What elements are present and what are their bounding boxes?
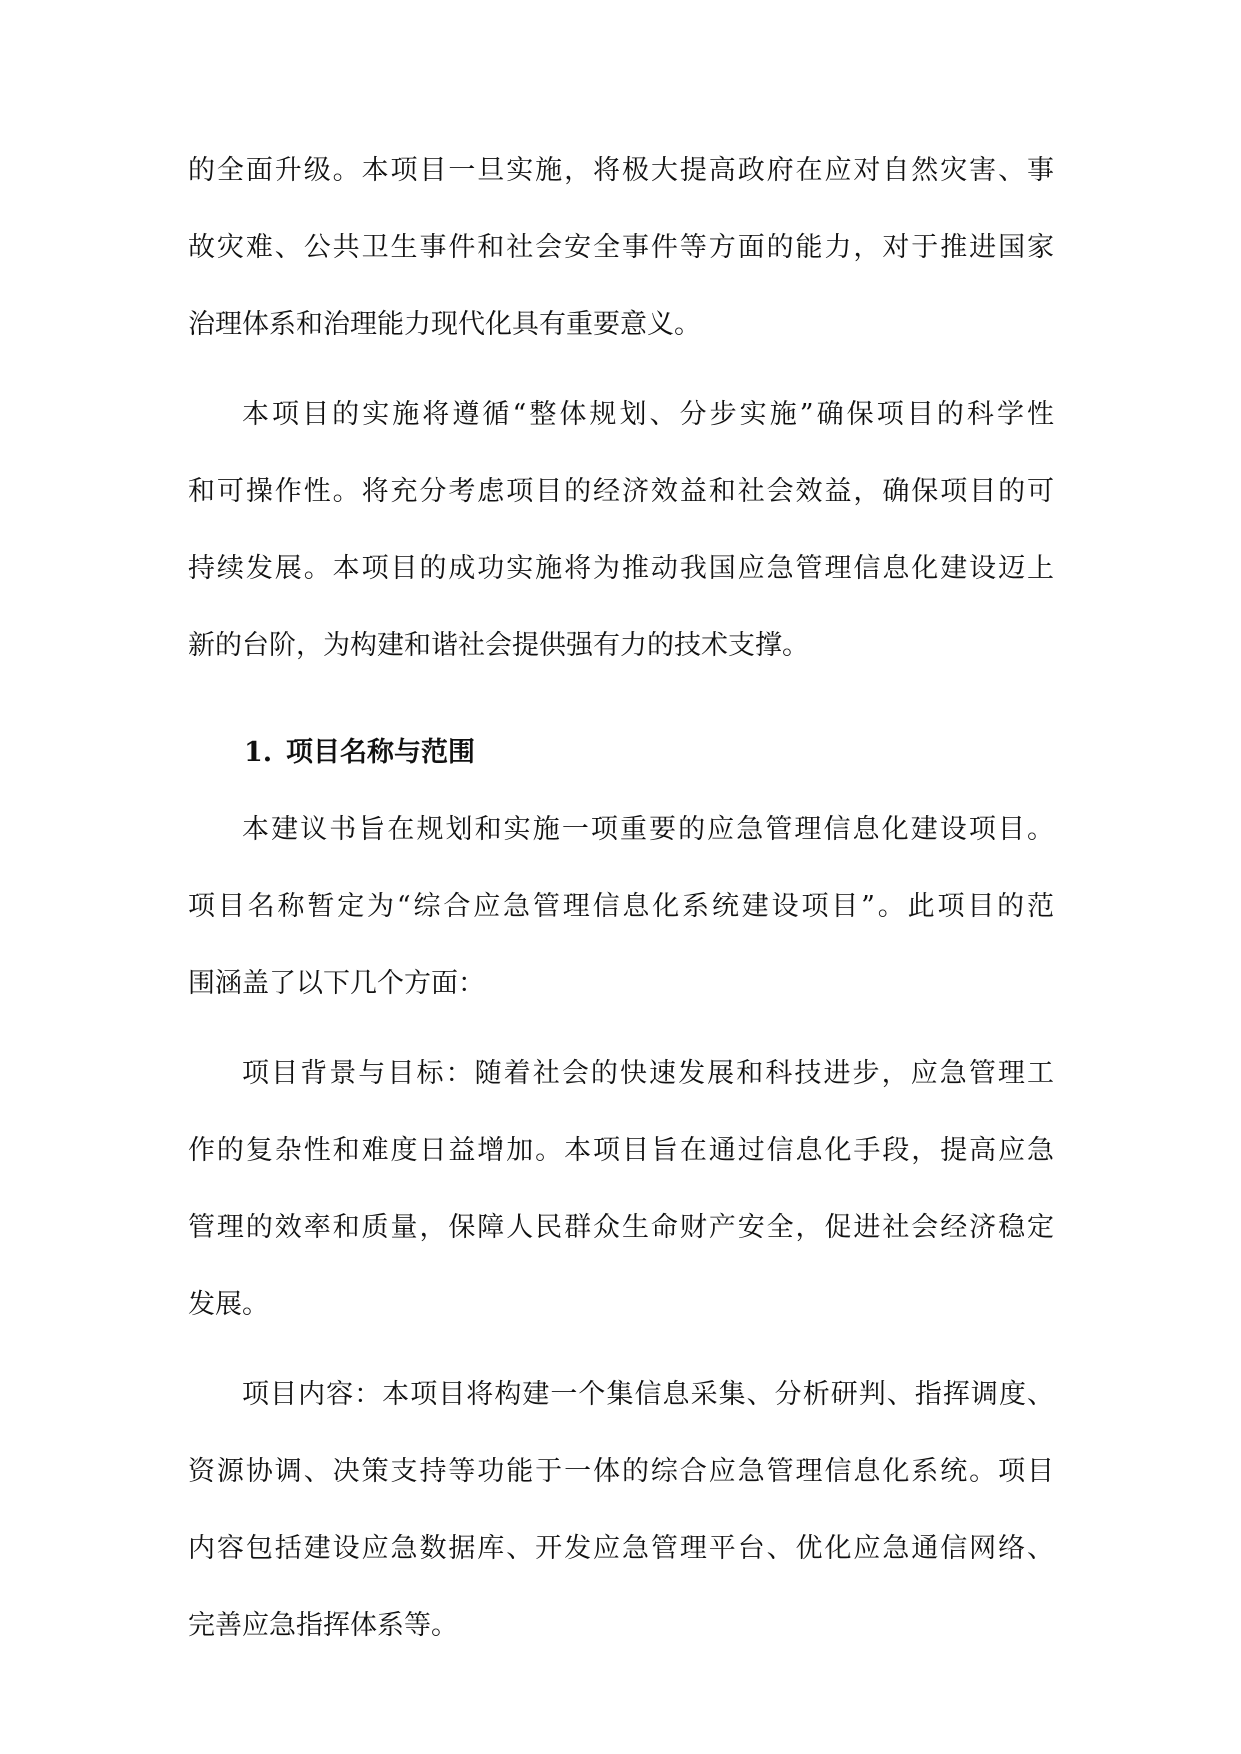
text-line: 治理体系和治理能力现代化具有重要意义。 bbox=[188, 309, 701, 340]
text-line: 资源协调、决策支持等功能于一体的综合应急管理信息化系统。项目 bbox=[188, 1456, 1054, 1487]
text-line: 和可操作性。将充分考虑项目的经济效益和社会效益，确保项目的可 bbox=[188, 476, 1054, 507]
text-line: 项目背景与目标：随着社会的快速发展和科技进步，应急管理工 bbox=[242, 1058, 1054, 1089]
text-line: 内容包括建设应急数据库、开发应急管理平台、优化应急通信网络、 bbox=[188, 1533, 1054, 1564]
text-line: 项目名称暂定为“综合应急管理信息化系统建设项目”。此项目的范 bbox=[188, 891, 1054, 922]
paragraph bbox=[188, 791, 1054, 1022]
section-title: 项目名称与范围 bbox=[286, 737, 475, 768]
text-line: 完善应急指挥体系等。 bbox=[188, 1610, 458, 1641]
text-line: 项目内容：本项目将构建一个集信息采集、分析研判、指挥调度、 bbox=[242, 1379, 1054, 1410]
paragraph bbox=[188, 1356, 1054, 1664]
section-heading bbox=[188, 714, 1054, 791]
text-line: 持续发展。本项目的成功实施将为推动我国应急管理信息化建设迈上 bbox=[188, 553, 1054, 584]
text-line: 作的复杂性和难度日益增加。本项目旨在通过信息化手段，提高应急 bbox=[188, 1135, 1054, 1166]
text-line: 的全面升级。本项目一旦实施，将极大提高政府在应对自然灾害、事 bbox=[188, 155, 1054, 186]
paragraph bbox=[188, 1035, 1054, 1343]
text-line: 发展。 bbox=[188, 1289, 269, 1320]
document-body bbox=[188, 132, 1054, 1664]
paragraph bbox=[188, 376, 1054, 684]
text-line: 管理的效率和质量，保障人民群众生命财产安全，促进社会经济稳定 bbox=[188, 1212, 1054, 1243]
text-line: 围涵盖了以下几个方面： bbox=[188, 968, 485, 999]
paragraph bbox=[188, 132, 1054, 363]
section-number: 1. bbox=[244, 737, 273, 768]
text-line: 本建议书旨在规划和实施一项重要的应急管理信息化建设项目。 bbox=[242, 814, 1054, 845]
text-line: 新的台阶，为构建和谐社会提供强有力的技术支撑。 bbox=[188, 630, 809, 661]
text-line: 故灾难、公共卫生事件和社会安全事件等方面的能力，对于推进国家 bbox=[188, 232, 1054, 263]
text-line: 本项目的实施将遵循“整体规划、分步实施”确保项目的科学性 bbox=[242, 399, 1054, 430]
